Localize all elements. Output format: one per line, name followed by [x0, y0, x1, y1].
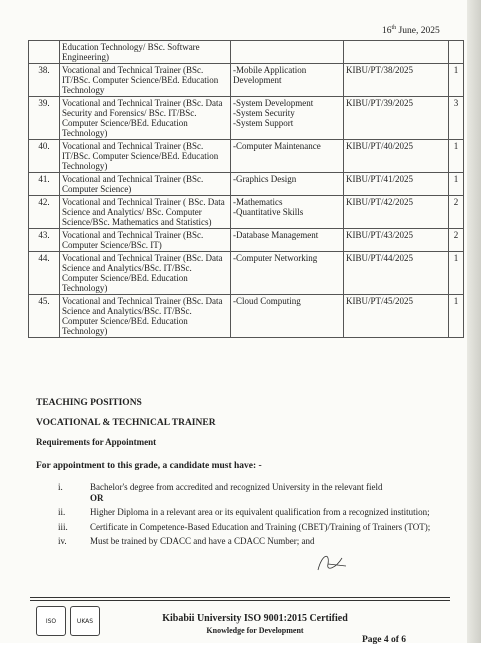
vacancies-count: 1: [449, 140, 464, 173]
requirement-text: Must be trained by CDACC and have a CDACC Number; and: [90, 536, 315, 546]
iso-logo: ISO: [36, 606, 66, 636]
vacancies-count: 1: [449, 295, 464, 338]
row-number: 38.: [29, 64, 60, 97]
table-row: [29, 229, 464, 252]
requirement-item: [58, 507, 438, 518]
requirement-text: Bachelor's degree from accredited and recognized University in the relevant field: [90, 482, 383, 492]
row-number: 41.: [29, 173, 60, 196]
row-number: 42.: [29, 196, 60, 229]
page-edge-shadow: [467, 0, 481, 643]
table-row: [29, 64, 464, 97]
reference-number: KIBU/PT/41/2025: [344, 173, 449, 196]
reference-number: KIBU/PT/44/2025: [344, 252, 449, 295]
reference-number: KIBU/PT/40/2025: [344, 140, 449, 173]
requirement-body: [90, 522, 430, 533]
certification-logos: [36, 606, 100, 636]
requirements-heading: Requirements for Appointment: [36, 437, 157, 447]
position-title: Vocational and Technical Trainer ( BSc. Data Science and Analytics/ BSc. Computer Science/BSc. Mathematics and Statistics): [60, 196, 231, 229]
requirement-or: OR: [90, 492, 104, 503]
position-title: Vocational and Technical Trainer (BSc. IT/BSc. Computer Science/BEd. Education Technology: [60, 64, 231, 97]
requirements-list: [58, 482, 438, 551]
requirement-number: ii.: [58, 507, 66, 517]
table-row: [29, 173, 464, 196]
position-title: Vocational and Technical Trainer (BSc. Computer Science): [60, 173, 231, 196]
requirement-item: [58, 482, 438, 503]
position-title: Education Technology/ BSc. Software Engineering): [60, 41, 231, 64]
footer-rule: [30, 597, 450, 598]
specialization-area: -System Development -System Security -System Support: [231, 97, 344, 140]
table-row: [29, 196, 464, 229]
positions-table: [28, 40, 464, 338]
reference-number: [344, 41, 449, 64]
table-row: [29, 97, 464, 140]
reference-number: KIBU/PT/45/2025: [344, 295, 449, 338]
specialization-area: -Computer Networking: [231, 252, 344, 295]
table-row: [29, 41, 464, 64]
ukas-logo: UKAS: [70, 606, 100, 636]
subsection-title: VOCATIONAL & TECHNICAL TRAINER: [36, 418, 216, 428]
specialization-area: -Cloud Computing: [231, 295, 344, 338]
requirements-intro: For appointment to this grade, a candidate must have: -: [36, 461, 262, 471]
handwritten-signature: [312, 550, 352, 576]
vacancies-count: 3: [449, 97, 464, 140]
row-number: 45.: [29, 295, 60, 338]
specialization-area: -Computer Maintenance: [231, 140, 344, 173]
section-title: TEACHING POSITIONS: [36, 398, 142, 408]
table-row: [29, 252, 464, 295]
requirement-body: [90, 482, 383, 503]
position-title: Vocational and Technical Trainer (BSc. IT/BSc. Computer Science/BEd. Education Technology): [60, 140, 231, 173]
page-number: Page 4 of 6: [362, 635, 407, 645]
requirement-body: [90, 507, 430, 518]
reference-number: KIBU/PT/42/2025: [344, 196, 449, 229]
reference-number: KIBU/PT/39/2025: [344, 97, 449, 140]
table-row: [29, 140, 464, 173]
position-title: Vocational and Technical Trainer (BSc. Data Security and Forensics/ BSc. IT/BSc. Computer Science/BEd. Education Technology): [60, 97, 231, 140]
requirement-item: [58, 522, 438, 533]
row-number: 44.: [29, 252, 60, 295]
specialization-area: -Mathematics -Quantitative Skills: [231, 196, 344, 229]
requirement-number: i.: [58, 482, 63, 492]
reference-number: KIBU/PT/43/2025: [344, 229, 449, 252]
requirement-number: iii.: [58, 521, 68, 532]
vacancies-count: 1: [449, 252, 464, 295]
position-title: Vocational and Technical Trainer (BSc. Data Science and Analytics/BSc. IT/BSc. Computer Science/BEd. Education Technology): [60, 295, 231, 338]
specialization-area: -Database Management: [231, 229, 344, 252]
requirement-text: Higher Diploma in a relevant area or its equivalent qualification from a recognized institution;: [90, 507, 430, 517]
requirement-item: [58, 536, 438, 547]
position-title: Vocational and Technical Trainer (BSc. Data Science and Analytics/BSc. IT/BSc. Computer Science/BEd. Education Technology): [60, 252, 231, 295]
vacancies-count: 2: [449, 229, 464, 252]
specialization-area: [231, 41, 344, 64]
position-title: Vocational and Technical Trainer (BSc. Computer Science/BSc. IT): [60, 229, 231, 252]
table-row: [29, 295, 464, 338]
vacancies-count: 2: [449, 196, 464, 229]
footer-certification: Kibabii University ISO 9001:2015 Certified: [162, 613, 348, 624]
row-number: 43.: [29, 229, 60, 252]
specialization-area: -Graphics Design: [231, 173, 344, 196]
row-number: [29, 41, 60, 64]
vacancies-count: 1: [449, 173, 464, 196]
requirement-body: [90, 536, 314, 547]
row-number: 40.: [29, 140, 60, 173]
footer-motto: Knowledge for Development: [206, 626, 304, 635]
vacancies-count: [449, 41, 464, 64]
requirement-number: iv.: [58, 536, 67, 546]
row-number: 39.: [29, 97, 60, 140]
specialization-area: -Mobile Application Development: [231, 64, 344, 97]
requirement-text: Certificate in Competence-Based Education and Training (CBET)/Training of Trainers (TOT);: [90, 521, 431, 532]
document-date: 16th June, 2025: [382, 25, 440, 37]
footer-rule-double: [30, 600, 450, 601]
vacancies-count: 1: [449, 64, 464, 97]
reference-number: KIBU/PT/38/2025: [344, 64, 449, 97]
